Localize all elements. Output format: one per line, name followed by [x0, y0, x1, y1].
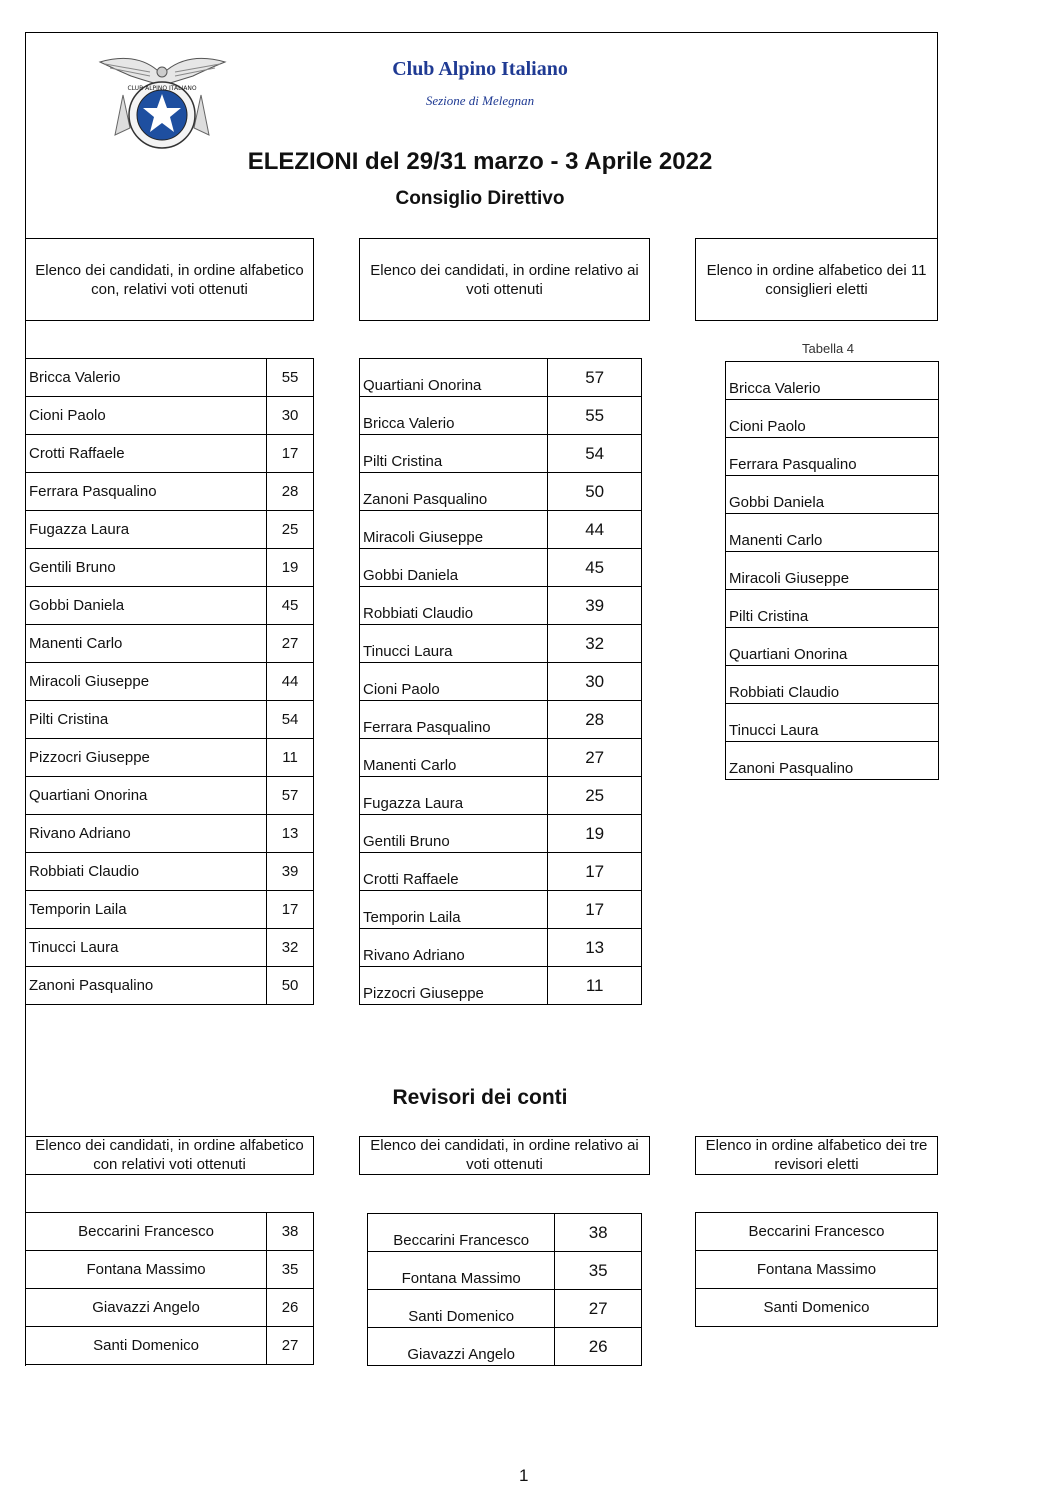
candidate-name: Santi Domenico [26, 1327, 267, 1365]
revisori-alphabetical-table [25, 1212, 314, 1365]
candidate-name: Manenti Carlo [360, 739, 548, 777]
vote-count: 38 [267, 1213, 314, 1251]
table-row [726, 362, 939, 400]
candidate-name: Pizzocri Giuseppe [360, 967, 548, 1005]
candidate-name: Tinucci Laura [726, 704, 939, 742]
consiglio-col1-header-text: Elenco dei candidati, in ordine alfabetico con, relativi voti ottenuti [35, 261, 304, 298]
hdr-line [359, 320, 650, 321]
table-row [26, 815, 314, 853]
vote-count: 39 [267, 853, 314, 891]
table-row [360, 549, 642, 587]
table-row [726, 514, 939, 552]
candidate-name: Gobbi Daniela [26, 587, 267, 625]
table-row [360, 625, 642, 663]
vote-count: 35 [267, 1251, 314, 1289]
vote-count: 26 [555, 1328, 642, 1366]
vote-count: 27 [267, 625, 314, 663]
candidate-name: Pilti Cristina [360, 435, 548, 473]
table-row [360, 587, 642, 625]
consiglio-col3-header-text: Elenco in ordine alfabetico dei 11 consiglieri eletti [706, 261, 927, 298]
table-row [26, 967, 314, 1005]
candidate-name: Gobbi Daniela [360, 549, 548, 587]
vote-count: 57 [267, 777, 314, 815]
candidate-name: Fontana Massimo [26, 1251, 267, 1289]
consiglio-subtitle: Consiglio Direttivo [395, 188, 565, 209]
candidate-name: Manenti Carlo [26, 625, 267, 663]
vote-count: 17 [548, 853, 642, 891]
vote-count: 27 [267, 1327, 314, 1365]
vote-count: 27 [555, 1290, 642, 1328]
rev-hdr-line [695, 1174, 938, 1175]
consiglio-col3-header [695, 239, 938, 320]
candidate-name: Gobbi Daniela [726, 476, 939, 514]
candidate-name: Robbiati Claudio [726, 666, 939, 704]
vote-count: 19 [548, 815, 642, 853]
table-row [360, 739, 642, 777]
table-row [368, 1252, 642, 1290]
table-row [360, 891, 642, 929]
frame-right-line [937, 32, 938, 239]
vote-count: 13 [548, 929, 642, 967]
candidate-name: Zanoni Pasqualino [360, 473, 548, 511]
table-row [26, 397, 314, 435]
candidate-name: Bricca Valerio [360, 397, 548, 435]
table-row [360, 967, 642, 1005]
vote-count: 55 [267, 359, 314, 397]
table-row [360, 701, 642, 739]
vote-count: 19 [267, 549, 314, 587]
candidate-name: Pilti Cristina [26, 701, 267, 739]
revisori-col1-header-text: Elenco dei candidati, in ordine alfabetico con relativi voti ottenuti [35, 1137, 304, 1173]
table-row [726, 552, 939, 590]
logo-ring-text: CLUB ALPINO ITALIANO [127, 85, 197, 92]
table-row [360, 777, 642, 815]
vote-count: 55 [548, 397, 642, 435]
candidate-name: Pilti Cristina [726, 590, 939, 628]
vote-count: 11 [267, 739, 314, 777]
rev-hdr-line [359, 1174, 650, 1175]
table-row [26, 511, 314, 549]
candidate-name: Cioni Paolo [26, 397, 267, 435]
candidate-name: Santi Domenico [696, 1289, 938, 1327]
vote-count: 13 [267, 815, 314, 853]
candidate-name: Zanoni Pasqualino [726, 742, 939, 780]
vote-count: 30 [548, 663, 642, 701]
candidate-name: Fugazza Laura [26, 511, 267, 549]
revisori-col2-header [359, 1136, 650, 1174]
candidate-name: Giavazzi Angelo [368, 1328, 555, 1366]
vote-count: 45 [267, 587, 314, 625]
table-row [26, 359, 314, 397]
candidate-name: Beccarini Francesco [696, 1213, 938, 1251]
table-row [360, 511, 642, 549]
vote-count: 30 [267, 397, 314, 435]
candidate-name: Ferrara Pasqualino [726, 438, 939, 476]
vote-count: 25 [267, 511, 314, 549]
candidate-name: Quartiani Onorina [26, 777, 267, 815]
table-row [360, 815, 642, 853]
vote-count: 17 [548, 891, 642, 929]
page-title: ELEZIONI del 29/31 marzo - 3 Aprile 2022 [247, 148, 713, 175]
vote-count: 57 [548, 359, 642, 397]
table-row [360, 853, 642, 891]
table-row [360, 397, 642, 435]
table-row [26, 1213, 314, 1251]
candidate-name: Quartiani Onorina [360, 359, 548, 397]
candidate-name: Tinucci Laura [360, 625, 548, 663]
candidate-name: Fugazza Laura [360, 777, 548, 815]
table-row [696, 1251, 938, 1289]
candidate-name: Tinucci Laura [26, 929, 267, 967]
vote-count: 26 [267, 1289, 314, 1327]
candidate-name: Bricca Valerio [726, 362, 939, 400]
table-row [26, 929, 314, 967]
table-row [26, 1251, 314, 1289]
vote-count: 39 [548, 587, 642, 625]
candidate-name: Rivano Adriano [360, 929, 548, 967]
revisori-subtitle: Revisori dei conti [392, 1086, 568, 1109]
table-row [26, 701, 314, 739]
table-row [368, 1214, 642, 1252]
revisori-col2-header-text: Elenco dei candidati, in ordine relativo ai voti ottenuti [370, 1137, 639, 1173]
candidate-name: Fontana Massimo [368, 1252, 555, 1290]
table-label: Tabella 4 [802, 341, 855, 356]
candidate-name: Miracoli Giuseppe [26, 663, 267, 701]
vote-count: 27 [548, 739, 642, 777]
candidate-name: Quartiani Onorina [726, 628, 939, 666]
table-row [26, 853, 314, 891]
candidate-name: Fontana Massimo [696, 1251, 938, 1289]
consiglio-alphabetical-table [25, 358, 314, 1005]
vote-count: 50 [267, 967, 314, 1005]
table-row [726, 666, 939, 704]
candidate-name: Ferrara Pasqualino [26, 473, 267, 511]
table-row [726, 704, 939, 742]
table-row [26, 663, 314, 701]
vote-count: 32 [548, 625, 642, 663]
candidate-name: Santi Domenico [368, 1290, 555, 1328]
table-row [726, 590, 939, 628]
candidate-name: Crotti Raffaele [360, 853, 548, 891]
consiglio-by-votes-table [359, 358, 642, 1005]
vote-count: 28 [267, 473, 314, 511]
table-row [26, 739, 314, 777]
table-row [26, 1327, 314, 1365]
table-row [360, 929, 642, 967]
table-row [726, 742, 939, 780]
vote-count: 25 [548, 777, 642, 815]
candidate-name: Pizzocri Giuseppe [26, 739, 267, 777]
table-row [26, 549, 314, 587]
org-name: Club Alpino Italiano [392, 58, 568, 80]
consiglio-col2-header-text: Elenco dei candidati, in ordine relativo ai voti ottenuti [370, 261, 639, 298]
table-row [26, 625, 314, 663]
candidate-name: Temporin Laila [26, 891, 267, 929]
table-row [696, 1213, 938, 1251]
frame-top-line [25, 32, 938, 33]
revisori-by-votes-table [367, 1213, 642, 1366]
revisori-col3-header [695, 1136, 938, 1174]
vote-count: 17 [267, 891, 314, 929]
candidate-name: Rivano Adriano [26, 815, 267, 853]
vote-count: 54 [267, 701, 314, 739]
candidate-name: Giavazzi Angelo [26, 1289, 267, 1327]
vote-count: 54 [548, 435, 642, 473]
candidate-name: Cioni Paolo [726, 400, 939, 438]
table-row [726, 438, 939, 476]
candidate-name: Gentili Bruno [360, 815, 548, 853]
vote-count: 38 [555, 1214, 642, 1252]
table-row [368, 1290, 642, 1328]
candidate-name: Ferrara Pasqualino [360, 701, 548, 739]
vote-count: 11 [548, 967, 642, 1005]
hdr-line [695, 320, 938, 321]
revisori-col1-header [25, 1136, 314, 1174]
candidate-name: Crotti Raffaele [26, 435, 267, 473]
hdr-line [25, 320, 314, 321]
candidate-name: Beccarini Francesco [368, 1214, 555, 1252]
candidate-name: Temporin Laila [360, 891, 548, 929]
candidate-name: Robbiati Claudio [360, 587, 548, 625]
candidate-name: Miracoli Giuseppe [726, 552, 939, 590]
vote-count: 28 [548, 701, 642, 739]
vote-count: 50 [548, 473, 642, 511]
candidate-name: Cioni Paolo [360, 663, 548, 701]
table-row [26, 891, 314, 929]
revisori-elected-table [695, 1212, 938, 1327]
page-number: 1 [519, 1466, 529, 1485]
table-row [360, 473, 642, 511]
section-name: Sezione di Melegnan [425, 93, 535, 108]
table-row [368, 1328, 642, 1366]
vote-count: 44 [548, 511, 642, 549]
cai-logo [95, 50, 230, 150]
table-row [26, 587, 314, 625]
table-row [360, 359, 642, 397]
consiglio-col2-header [359, 239, 650, 320]
table-row [26, 435, 314, 473]
vote-count: 32 [267, 929, 314, 967]
vote-count: 44 [267, 663, 314, 701]
vote-count: 17 [267, 435, 314, 473]
table-row [726, 628, 939, 666]
candidate-name: Gentili Bruno [26, 549, 267, 587]
candidate-name: Bricca Valerio [26, 359, 267, 397]
candidate-name: Zanoni Pasqualino [26, 967, 267, 1005]
candidate-name: Miracoli Giuseppe [360, 511, 548, 549]
revisori-col3-header-text: Elenco in ordine alfabetico dei tre revisori eletti [705, 1137, 928, 1173]
table-row [726, 400, 939, 438]
table-row [360, 663, 642, 701]
rev-hdr-line [25, 1174, 314, 1175]
table-row [696, 1289, 938, 1327]
consiglio-col1-header [25, 239, 314, 320]
table-row [26, 777, 314, 815]
candidate-name: Beccarini Francesco [26, 1213, 267, 1251]
vote-count: 45 [548, 549, 642, 587]
table-row [26, 473, 314, 511]
candidate-name: Robbiati Claudio [26, 853, 267, 891]
table-row [26, 1289, 314, 1327]
candidate-name: Manenti Carlo [726, 514, 939, 552]
table-row [726, 476, 939, 514]
table-row [360, 435, 642, 473]
vote-count: 35 [555, 1252, 642, 1290]
consiglio-elected-table [725, 361, 939, 780]
